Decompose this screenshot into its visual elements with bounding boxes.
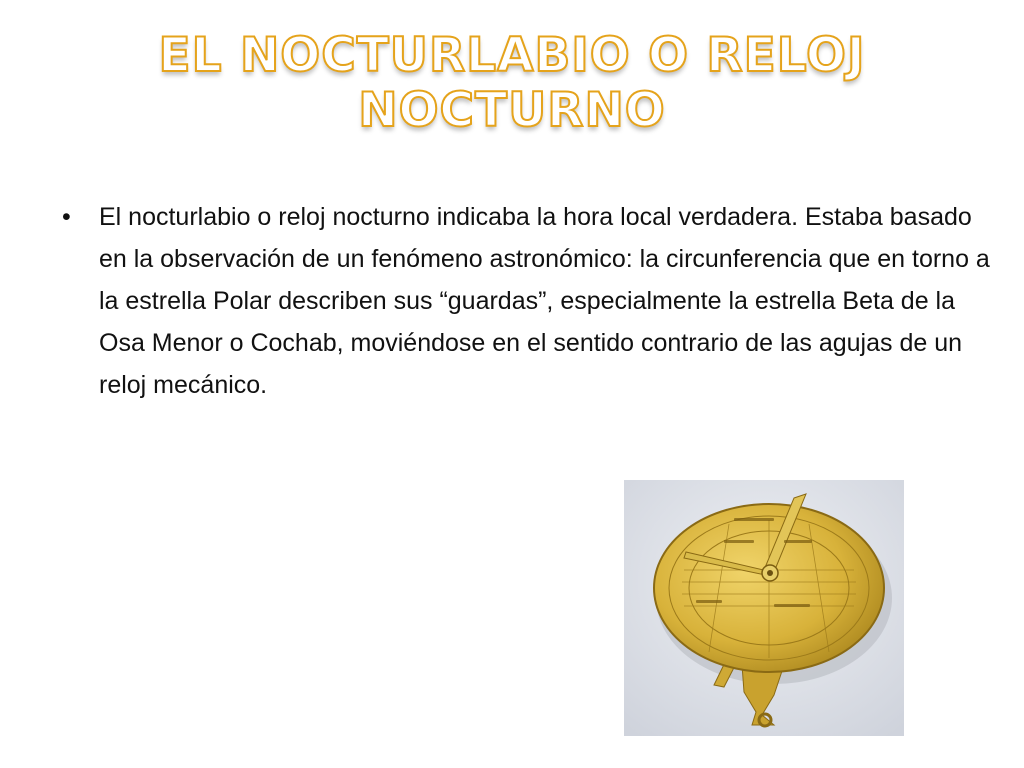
bullet-list: [62, 196, 992, 406]
bullet-item: [62, 196, 992, 406]
bullet-text: El nocturlabio o reloj nocturno indicaba la hora local verdadera. Estaba basado en la observación de un fenómeno astronómico: la circunferencia que en torno a la estrella Polar describen sus “guardas”, especialmente la estrella Beta de la Osa Menor o Cochab, moviéndose en el sentido contrario de las agujas de un reloj mecánico.: [99, 203, 990, 399]
slide-title: EL NOCTURLABIO O RELOJ NOCTURNO: [158, 28, 866, 138]
bullet-icon: •: [62, 203, 71, 231]
nocturlabio-photo: [624, 480, 904, 736]
